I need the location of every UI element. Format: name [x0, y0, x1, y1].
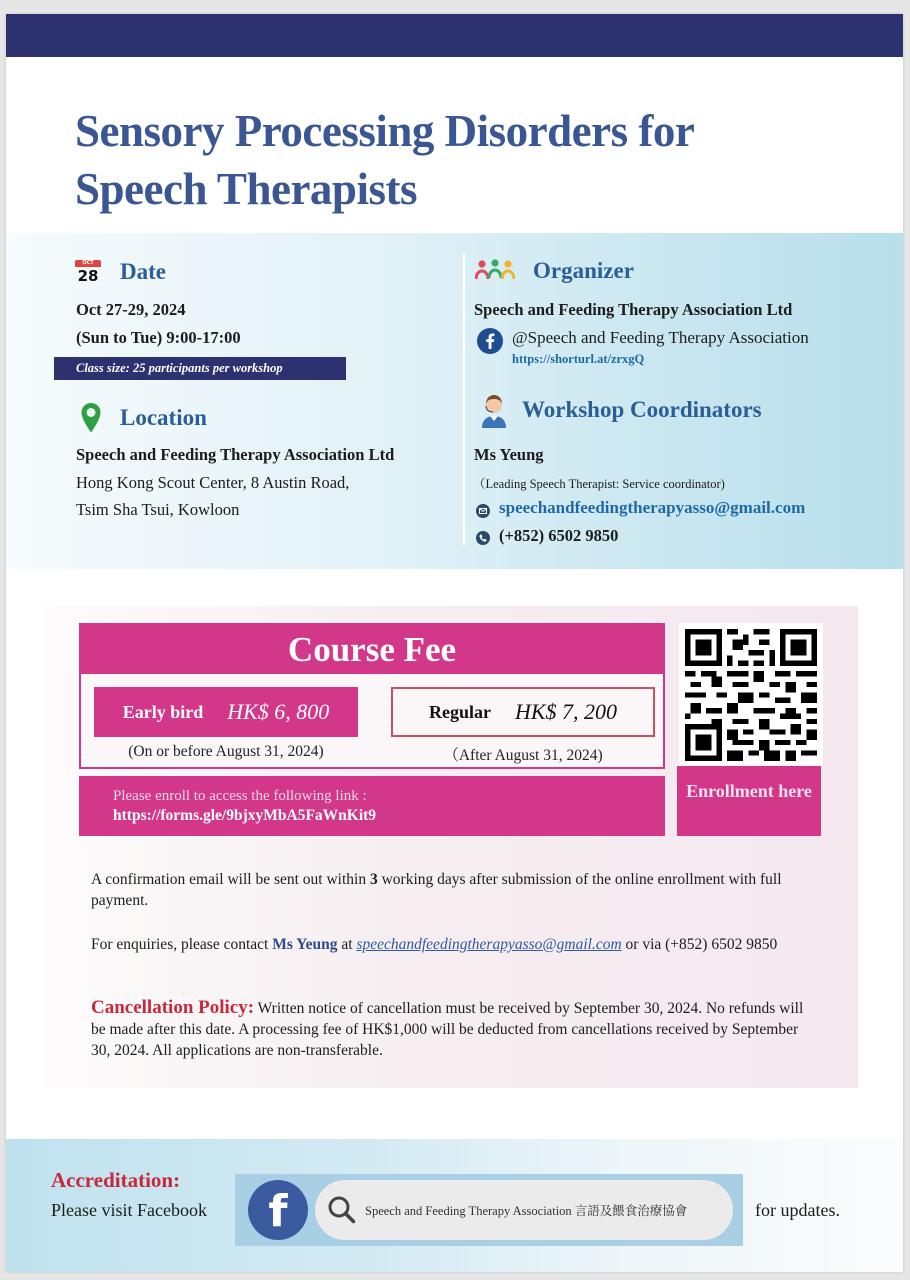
- info-section: [6, 233, 903, 569]
- date-heading-label: Date: [120, 259, 166, 284]
- top-banner: [6, 14, 903, 57]
- regular-fee: [391, 687, 655, 737]
- date-time: (Sun to Tue) 9:00-17:00: [76, 328, 241, 347]
- people-icon: [475, 259, 515, 283]
- coordinator-email[interactable]: speechandfeedingtherapyasso@gmail.com: [499, 498, 806, 517]
- location-address-2: Tsim Sha Tsui, Kowloon: [76, 500, 240, 519]
- for-updates-text: for updates.: [755, 1200, 840, 1220]
- accreditation-title: Accreditation:: [51, 1168, 181, 1192]
- facebook-search-banner[interactable]: [235, 1174, 743, 1246]
- course-fee-heading: Course Fee: [81, 625, 663, 674]
- qr-code-icon: [685, 629, 817, 761]
- coordinator-name: Ms Yeung: [474, 445, 544, 464]
- title-line-1: Sensory Processing Disorders for: [75, 106, 695, 156]
- class-size-badge: Class size: 25 participants per workshop: [54, 357, 346, 380]
- headset-person-icon: [480, 392, 508, 428]
- search-icon: [327, 1195, 357, 1225]
- regular-label: Regular: [428, 701, 491, 722]
- location-heading: [80, 402, 207, 434]
- flyer-page: [6, 14, 903, 1272]
- coordinators-heading: [480, 392, 762, 428]
- title-line-2: Speech Therapists: [75, 164, 417, 214]
- organizer-heading-label: Organizer: [533, 258, 634, 283]
- organizer-heading: [475, 258, 634, 284]
- enroll-prompt: Please enroll to access the following link :: [113, 788, 367, 804]
- calendar-icon: OCT 28: [74, 258, 102, 286]
- cancellation-label: Cancellation Policy:: [91, 997, 255, 1018]
- coordinator-role: （Leading Speech Therapist: Service coordinator): [473, 477, 725, 491]
- enquiries-email-link[interactable]: speechandfeedingtherapyasso@gmail.com: [356, 936, 622, 953]
- visit-facebook-text: Please visit Facebook: [51, 1200, 207, 1220]
- location-heading-label: Location: [120, 405, 207, 430]
- early-bird-fee: [94, 687, 358, 737]
- date-range: Oct 27-29, 2024: [76, 300, 186, 319]
- course-fee-box: [79, 623, 665, 769]
- phone-icon: [476, 530, 490, 549]
- early-bird-label: Early bird: [122, 701, 204, 722]
- email-icon: [476, 503, 490, 522]
- location-address-1: Hong Kong Scout Center, 8 Austin Road,: [76, 473, 350, 492]
- coordinators-heading-label: Workshop Coordinators: [522, 397, 762, 422]
- location-venue: Speech and Feeding Therapy Association Ltd: [76, 445, 395, 464]
- cancellation-policy: Cancellation Policy: Written notice of cancellation must be received by September 30, 2024. No refunds will be made after this date. A processing fee of HK$1,000 will be deducted from cancellations received by September 30, 2024. All applications are non-transferable.: [91, 997, 804, 1059]
- enrollment-here-button[interactable]: Enrollment here: [677, 766, 821, 836]
- facebook-search-box: [315, 1180, 733, 1240]
- coordinator-phone[interactable]: (+852) 6502 9850: [499, 526, 619, 545]
- confirmation-text: A confirmation email will be sent out within 3 working days after submission of the online enrollment with full payment.: [91, 871, 782, 909]
- column-divider: [463, 253, 465, 546]
- facebook-logo-icon: f: [248, 1180, 308, 1240]
- early-bird-condition: (On or before August 31, 2024): [128, 743, 324, 760]
- footer-band: [6, 1139, 903, 1272]
- organizer-name: Speech and Feeding Therapy Association Ltd: [474, 300, 793, 319]
- enroll-link-box: [79, 776, 665, 836]
- enquiries-text: For enquiries, please contact Ms Yeung at speechandfeedingtherapyasso@gmail.com or via (+852) 6502 9850: [91, 936, 778, 953]
- qr-code[interactable]: [679, 623, 823, 766]
- map-pin-icon: [80, 402, 102, 434]
- date-heading: [74, 258, 166, 286]
- regular-price: HK$ 7, 200: [514, 699, 618, 724]
- enroll-url[interactable]: https://forms.gle/9bjxyMbA5FaWnKit9: [113, 807, 377, 824]
- facebook-search-text: Speech and Feeding Therapy Association 言語及餵食治療協會: [365, 1204, 688, 1218]
- organizer-facebook-handle[interactable]: @Speech and Feeding Therapy Association: [512, 328, 809, 347]
- facebook-icon: [477, 328, 503, 358]
- organizer-short-url[interactable]: https://shorturl.at/zrxgQ: [512, 352, 645, 366]
- page-title: [75, 102, 694, 218]
- early-bird-price: HK$ 6, 800: [227, 699, 330, 724]
- enquiries-contact-name: Ms Yeung: [272, 936, 338, 953]
- regular-condition: （After August 31, 2024): [443, 747, 603, 764]
